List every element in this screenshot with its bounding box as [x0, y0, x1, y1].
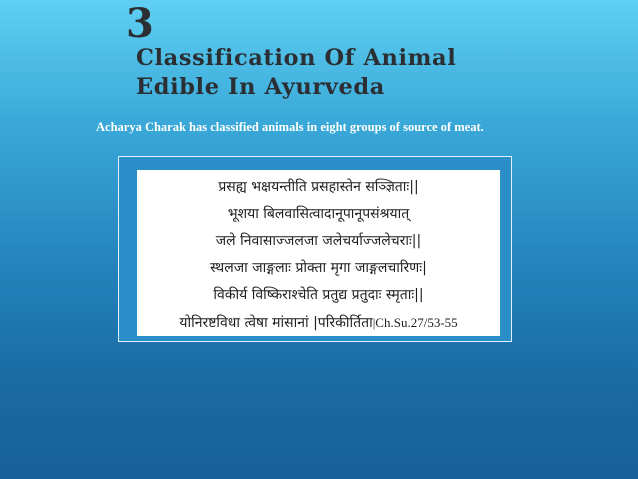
- verse-line-2: भूशया बिलवासित्वादानूपानूपसंश्रयात्: [227, 206, 410, 222]
- verse-line-3: जले निवासाज्जलजा जलेचर्याज्जलेचराः||: [215, 233, 422, 249]
- verse-reference: |Ch.Su.27/53-55: [372, 315, 458, 330]
- verse-image: [137, 170, 500, 336]
- slide-subtitle: Acharya Charak has classified animals in eight groups of source of meat.: [96, 120, 484, 134]
- verse-line-6-text: योनिरष्टविधा त्वेषा मांसानां |परिकीर्तिता: [179, 315, 373, 331]
- verse-line-4: स्थलजा जाङ्गलाः प्रोक्ता मृगा जाङ्गलचारिणः|: [210, 260, 427, 276]
- verse-line-6: [137, 309, 500, 336]
- verse-line-1: प्रसह्य भक्षयन्तीति प्रसहास्तेन सञ्ज्ञिताः||: [218, 179, 419, 195]
- verse-line-5: विकीर्य विष्किराश्चेति प्रतुद्य प्रतुदाः स्मृताः||: [213, 287, 424, 303]
- slide-title: Classification Of Animal Edible In Ayurveda: [136, 45, 457, 100]
- slide-number: 3: [126, 0, 154, 47]
